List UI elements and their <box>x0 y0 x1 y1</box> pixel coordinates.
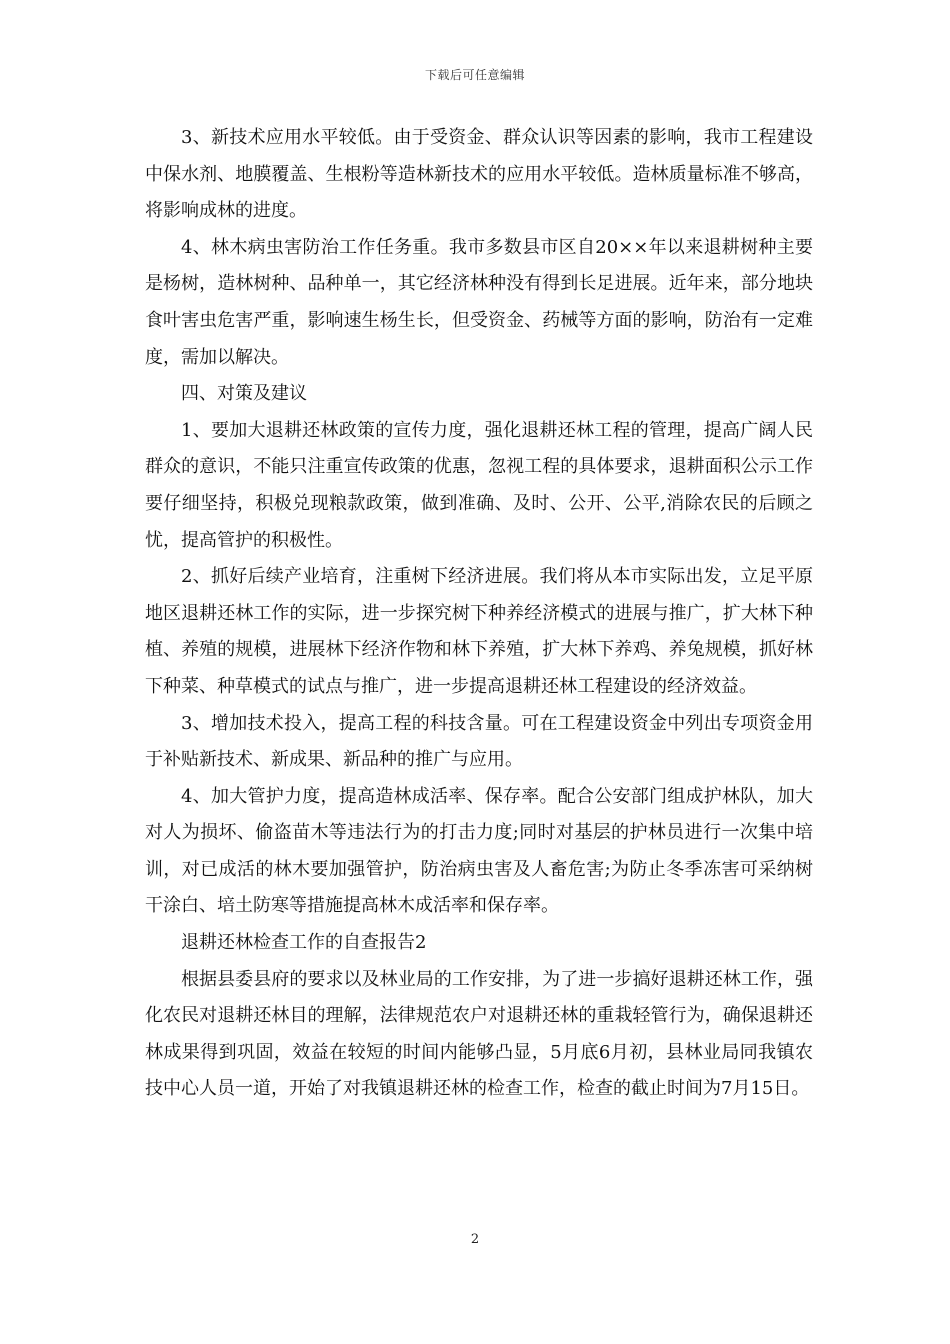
paragraph-tech-application: 3、新技术应用水平较低。由于受资金、群众认识等因素的影响，我市工程建设中保水剂、地膜覆盖、生根粉等造林新技术的应用水平较低。造林质量标准不够高，将影响成林的进度。 <box>145 127 813 222</box>
page-number: 2 <box>470 1232 480 1247</box>
paragraph-pest-control: 4、林木病虫害防治工作任务重。我市多数县市区自20××年以来退耕树种主要是杨树，造林树种、品种单一，其它经济林种没有得到长足进展。近年来，部分地块食叶害虫危害严重，影响速生杨生长，但受资金、药械等方面的影响，防治有一定难度，需加以解决。 <box>145 236 813 368</box>
paragraph-management-protection: 4、加大管护力度，提高造林成活率、保存率。配合公安部门组成护林队，加大对人为损坏、偷盗苗木等违法行为的打击力度;同时对基层的护林员进行一次集中培训，对已成活的林木要加强管护，防治病虫害及人畜危害;为防止冬季冻害可采纳树干涂白、培土防寒等措施提高林木成活率和保存率。 <box>145 785 813 917</box>
document-body <box>145 120 813 1108</box>
page-header: 下载后可任意编辑 <box>424 68 525 82</box>
paragraph-follow-up-industry: 2、抓好后续产业培育，注重树下经济进展。我们将从本市实际出发，立足平原地区退耕还林工作的实际，进一步探究树下种养经济模式的进展与推广，扩大林下种植、养殖的规模，进展林下经济作物和林下养殖，扩大林下养鸡、养兔规模，抓好林下种菜、种草模式的试点与推广，进一步提高退耕还林工程建设的经济效益。 <box>145 566 813 697</box>
section-heading-countermeasures: 四、对策及建议 <box>181 383 307 405</box>
paragraph-policy-publicity: 1、要加大退耕还林政策的宣传力度，强化退耕还林工程的管理，提高广阔人民群众的意识，不能只注重宣传政策的优惠，忽视工程的具体要求，退耕面积公示工作要仔细坚持，积极兑现粮款政策，做到准确、及时、公开、公平,消除农民的后顾之忧，提高管护的积极性。 <box>145 419 813 551</box>
paragraph-tech-investment: 3、增加技术投入，提高工程的科技含量。可在工程建设资金中列出专项资金用于补贴新技术、新成果、新品种的推广与应用。 <box>145 712 813 771</box>
paragraph-report-2-intro: 根据县委县府的要求以及林业局的工作安排，为了进一步搞好退耕还林工作，强化农民对退耕还林目的理解，法律规范农户对退耕还林的重栽轻管行为，确保退耕还林成果得到巩固，效益在较短的时间内能够凸显，5月底6月初，县林业局同我镇农技中心人员一道，开始了对我镇退耕还林的检查工作，检查的截止时间为7月15日。 <box>145 968 813 1100</box>
section-heading-report-2: 退耕还林检查工作的自查报告2 <box>181 932 427 954</box>
